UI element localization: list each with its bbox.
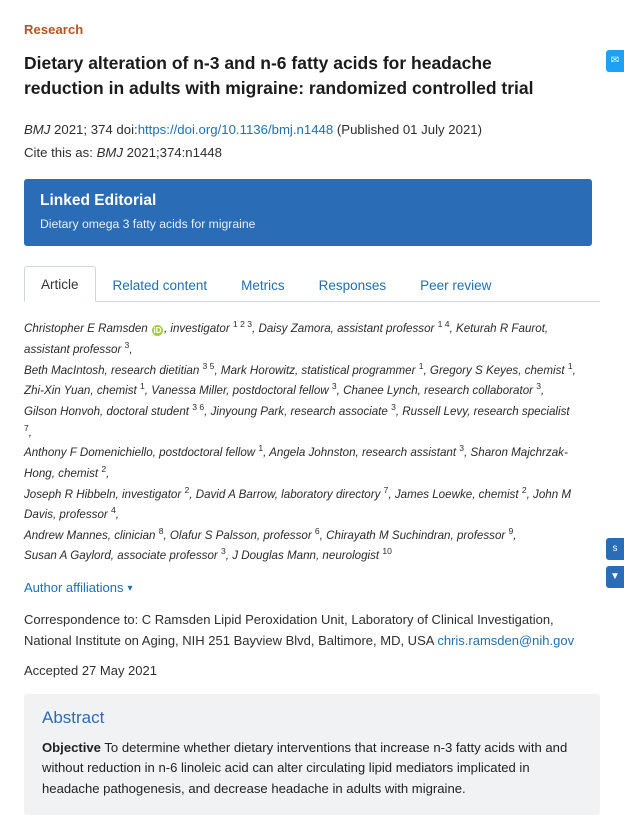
author-line: Gilson Honvoh, doctoral student $^{3 6}$, Jinyoung Park, research associate $^3$, Russell Levy, research specialist $^7$, — [24, 402, 570, 439]
page-title: Dietary alteration of n-3 and n-6 fatty acids for headache reduction in adults with migraine: randomized controlled trial — [24, 53, 534, 98]
citation-doi-label: doi: — [116, 121, 138, 137]
author-list — [24, 318, 576, 566]
citation-volume: 374 — [90, 121, 113, 137]
citation-doi-link[interactable]: https://doi.org/10.1136/bmj.n1448 — [137, 121, 334, 137]
article-tabs — [24, 266, 600, 302]
article-section-kicker: Research — [24, 22, 84, 37]
tab-article[interactable]: Article — [24, 266, 96, 302]
linked-editorial-heading: Linked Editorial — [40, 192, 157, 210]
author-line: Christopher E Ramsden iD , investigator $^{1 2 3}$, Daisy Zamora, assistant professor $^{1 4}$, Keturah R Faurot, assistant professor $^3$, — [24, 319, 549, 356]
author-line: Beth MacIntosh, research dietitian $^{3 5}$, Mark Horowitz, statistical programmer $^1$, Gregory S Keyes, chemist $^1$, — [24, 360, 576, 377]
linked-editorial-banner[interactable] — [24, 179, 592, 246]
accepted-date: Accepted 27 May 2021 — [24, 663, 157, 679]
twitter-share-icon[interactable] — [606, 50, 624, 72]
cite-this-as-line — [24, 142, 576, 163]
correspondence-text: Correspondence to: C Ramsden Lipid Peroxidation Unit, Laboratory of Clinical Investigation, National Institute on Aging, NIH 251 Bayview Blvd, Baltimore, MD, USA — [24, 612, 554, 648]
tab-responses[interactable]: Responses — [318, 278, 387, 294]
author-line: Anthony F Domenichiello, postdoctoral fellow $^1$, Angela Johnston, research assistant $^3$, Sharon Majchrzak-Hong, chemist $^2$, — [24, 443, 568, 480]
share-top-glyph: s — [612, 543, 618, 554]
citation-year: 2021 — [54, 121, 84, 137]
author-line: Susan A Gaylord, associate professor $^3$, J Douglas Mann, neurologist $^{10}$ — [24, 546, 392, 563]
tab-related-content[interactable]: Related content — [112, 278, 208, 294]
share-bottom-glyph: ▼ — [610, 571, 620, 582]
orcid-icon[interactable]: iD — [153, 326, 162, 336]
cite-this-as-label: Cite this as: — [24, 145, 93, 161]
citation-journal: BMJ — [24, 121, 51, 137]
correspondence-email-link[interactable]: chris.ramsden@nih.gov — [437, 632, 575, 648]
share-button-top[interactable] — [606, 538, 624, 560]
citation-published: (Published 01 July 2021) — [336, 121, 483, 137]
twitter-glyph: ✉ — [610, 55, 620, 66]
citation-separator: ; — [83, 121, 88, 137]
share-button-bottom[interactable] — [606, 566, 624, 588]
author-affiliations-label: Author affiliations — [24, 580, 124, 596]
author-line: Andrew Mannes, clinician $^8$, Olafur S Palsson, professor $^6$, Chirayath M Suchindran, professor $^9$, — [24, 525, 517, 542]
abstract-heading: Abstract — [42, 708, 105, 728]
citation-line — [24, 119, 576, 140]
cite-this-as-rest: 2021;374:n1448 — [126, 145, 222, 161]
author-line: Joseph R Hibbeln, investigator $^2$, David A Barrow, laboratory directory $^7$, James Loewke, chemist $^2$, John M Davis, professor $^4$, — [24, 484, 572, 522]
chevron-down-icon: ▾ — [127, 583, 133, 595]
author-line: Zhi-Xin Yuan, chemist $^1$, Vanessa Miller, postdoctoral fellow $^3$, Chanee Lynch, research collaborator $^3$, — [24, 381, 545, 398]
abstract-objective-label: Objective — [42, 740, 101, 756]
cite-this-as-journal: BMJ — [96, 145, 123, 161]
abstract-section — [24, 694, 600, 815]
abstract-objective-text: To determine whether dietary interventions that increase n-3 fatty acids with and without reduction in n-6 linoleic acid can alter circulating lipid mediators implicated in headache pathogenesis, and decrease headache in adults with migraine. — [42, 740, 568, 796]
abstract-objective — [42, 738, 582, 799]
author-affiliations-toggle[interactable] — [24, 580, 133, 595]
tab-peer-review[interactable]: Peer review — [420, 278, 492, 294]
tab-metrics[interactable]: Metrics — [241, 278, 285, 294]
linked-editorial-subheading[interactable]: Dietary omega 3 fatty acids for migraine — [40, 217, 256, 232]
correspondence — [24, 610, 576, 651]
